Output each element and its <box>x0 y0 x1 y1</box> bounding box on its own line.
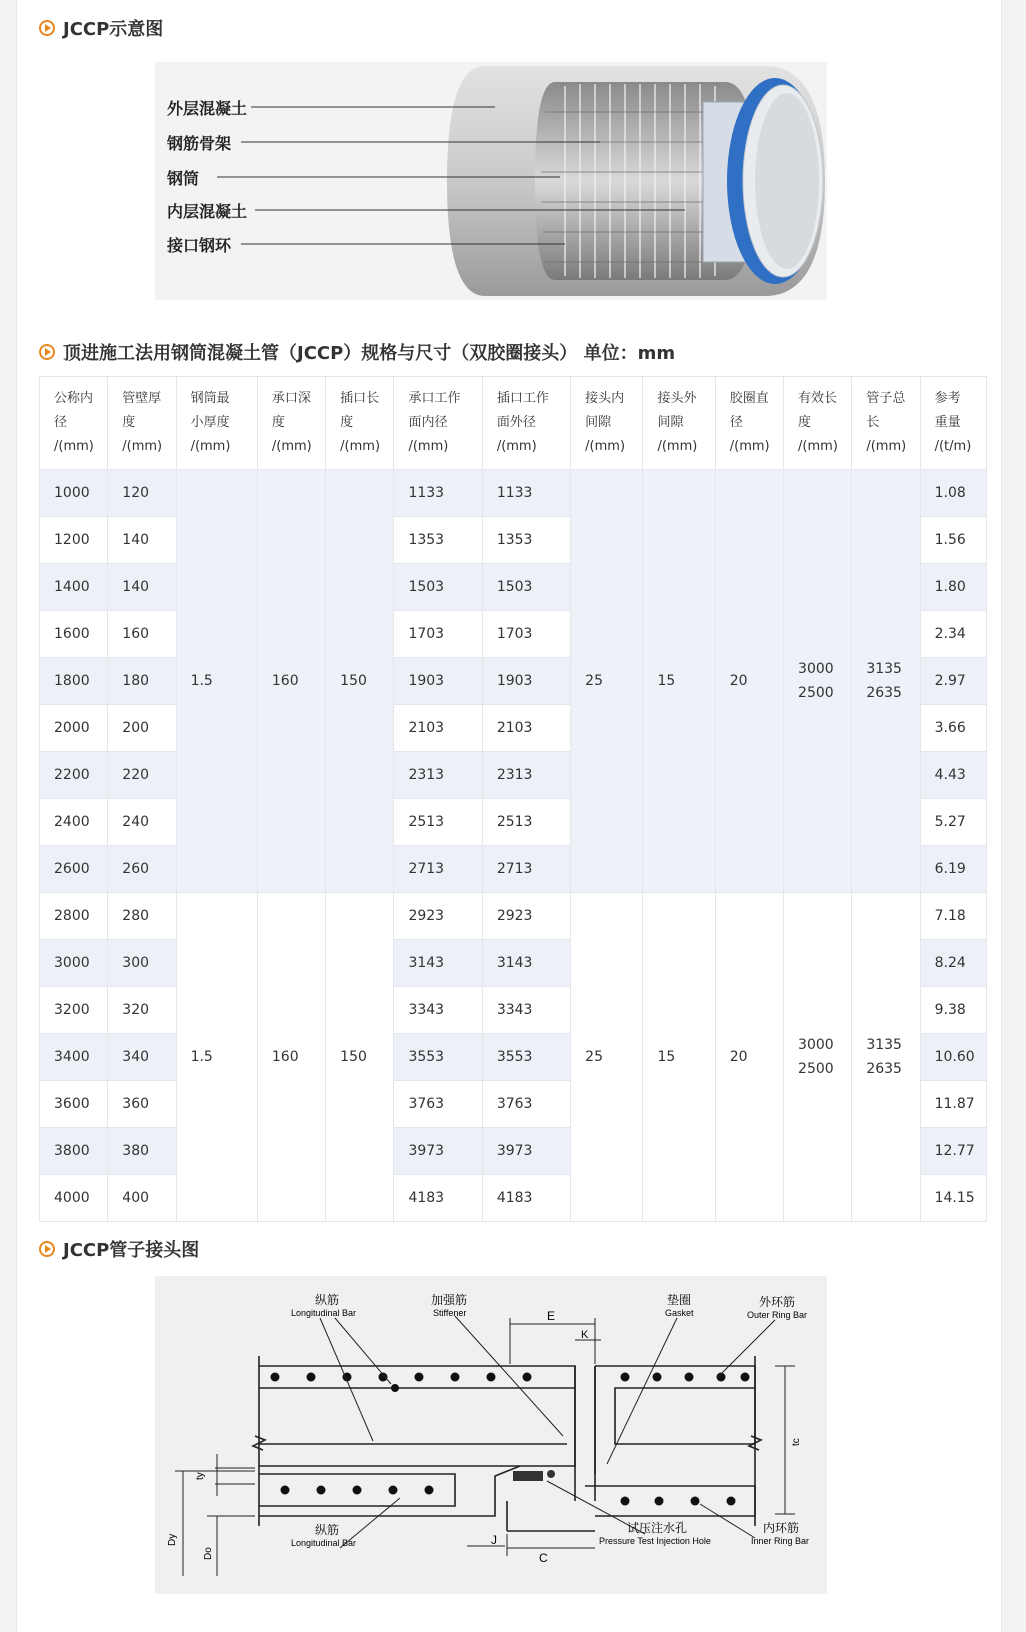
table-cell: 5.27 <box>920 799 986 846</box>
table-cell: 20 <box>715 893 783 1222</box>
table-cell: 15 <box>643 470 715 893</box>
table-cell: 3400 <box>40 1034 108 1081</box>
table-cell: 2200 <box>40 752 108 799</box>
table-cell: 1.56 <box>920 517 986 564</box>
dim-ty: ty <box>195 1472 206 1480</box>
header-line: 径 <box>729 415 743 430</box>
table-cell: 2923 <box>482 893 570 940</box>
header-line: 度 <box>122 415 136 430</box>
header-line: 承口工作 <box>408 391 461 406</box>
table-cell: 3143 <box>394 940 482 987</box>
table-cell: 160 <box>108 611 176 658</box>
table-cell: 3343 <box>482 987 570 1034</box>
dim-j: J <box>491 1533 497 1547</box>
cell-line: 2500 <box>798 685 834 701</box>
header-line: 钢筒最 <box>190 391 230 406</box>
header-line: /(mm) <box>408 439 449 454</box>
table-cell: 3200 <box>40 987 108 1034</box>
table-header-cell <box>482 377 570 470</box>
cell-line: 3135 <box>866 661 902 677</box>
table-cell <box>784 893 852 1222</box>
header-line: 胶圈直 <box>729 391 769 406</box>
table-header-cell <box>176 377 257 470</box>
header-line: 接头内 <box>585 391 625 406</box>
table-cell: 400 <box>108 1175 176 1222</box>
header-line: 重量 <box>934 415 961 430</box>
table-cell: 160 <box>257 470 325 893</box>
section-title-text: 顶进施工法用钢筒混凝土管（JCCP）规格与尺寸（双胶圈接头） 单位：mm <box>63 343 676 364</box>
table-cell: 1353 <box>394 517 482 564</box>
label-injection-en: Pressure Test Injection Hole <box>599 1536 711 1546</box>
header-line: 径 <box>54 415 68 430</box>
header-line: /(mm) <box>866 439 907 454</box>
table-cell: 1600 <box>40 611 108 658</box>
table-cell: 280 <box>108 893 176 940</box>
label-longitudinal-bottom-en: Longitudinal Bar <box>291 1538 357 1548</box>
header-line: 承口深 <box>271 391 311 406</box>
header-line: /(mm) <box>585 439 626 454</box>
dim-do: Do <box>203 1547 214 1560</box>
section-title-schematic <box>39 14 163 42</box>
section-title-joint <box>39 1235 199 1263</box>
table-cell: 3553 <box>482 1034 570 1081</box>
label-outer-ring-en: Outer Ring Bar <box>747 1310 808 1320</box>
joint-drawing <box>155 1276 827 1594</box>
header-line: /(mm) <box>271 439 312 454</box>
table-cell: 2313 <box>482 752 570 799</box>
table-cell: 3973 <box>394 1128 482 1175</box>
table-header-cell <box>326 377 394 470</box>
label-outer-ring-cn: 外环筋 <box>759 1295 796 1309</box>
table-cell: 4183 <box>394 1175 482 1222</box>
spec-table <box>39 376 987 1222</box>
table-cell: 2800 <box>40 893 108 940</box>
section-title-text: JCCP示意图 <box>63 19 164 40</box>
label-longitudinal-en: Longitudinal Bar <box>291 1308 357 1318</box>
header-line: /(mm) <box>122 439 163 454</box>
table-cell: 380 <box>108 1128 176 1175</box>
header-line: 度 <box>798 415 812 430</box>
label-gasket-cn: 垫圈 <box>667 1293 692 1307</box>
cell-line: 2500 <box>798 1061 834 1077</box>
table-cell: 2000 <box>40 705 108 752</box>
table-cell: 3343 <box>394 987 482 1034</box>
table-header-cell <box>571 377 643 470</box>
cell-line: 2635 <box>866 1061 902 1077</box>
table-cell: 8.24 <box>920 940 986 987</box>
table-cell: 4000 <box>40 1175 108 1222</box>
label-stiffener-en: Stiffener <box>433 1308 467 1318</box>
table-cell: 2103 <box>394 705 482 752</box>
table-cell: 1133 <box>482 470 570 517</box>
table-cell: 3.66 <box>920 705 986 752</box>
header-line: 参考 <box>934 391 961 406</box>
table-header-cell <box>643 377 715 470</box>
table-cell: 1.80 <box>920 564 986 611</box>
table-cell: 2103 <box>482 705 570 752</box>
table-cell: 180 <box>108 658 176 705</box>
header-line: 管子总 <box>866 391 906 406</box>
label-gasket-en: Gasket <box>665 1308 694 1318</box>
table-cell: 3800 <box>40 1128 108 1175</box>
table-cell: 20 <box>715 470 783 893</box>
table-cell: 2713 <box>394 846 482 893</box>
header-line: 接头外 <box>657 391 697 406</box>
table-header-row <box>40 377 987 470</box>
dim-e: E <box>547 1309 556 1323</box>
section-title-text: JCCP管子接头图 <box>63 1240 200 1261</box>
table-cell: 12.77 <box>920 1128 986 1175</box>
table-row <box>40 893 987 940</box>
table-cell: 3143 <box>482 940 570 987</box>
table-cell <box>852 893 920 1222</box>
table-header-cell <box>715 377 783 470</box>
arrow-circle-icon <box>39 344 55 360</box>
table-cell: 1000 <box>40 470 108 517</box>
table-header-cell <box>920 377 986 470</box>
table-cell: 1903 <box>482 658 570 705</box>
table-cell: 3600 <box>40 1081 108 1128</box>
label-inner-ring-en: Inner Ring Bar <box>751 1536 810 1546</box>
cell-line: 3000 <box>798 1037 834 1053</box>
table-header-cell <box>108 377 176 470</box>
table-cell: 7.18 <box>920 893 986 940</box>
table-cell: 360 <box>108 1081 176 1128</box>
header-line: 度 <box>340 415 354 430</box>
table-cell: 3973 <box>482 1128 570 1175</box>
header-line: /(mm) <box>729 439 770 454</box>
label-inner-ring-cn: 内环筋 <box>763 1521 800 1535</box>
cell-line: 3000 <box>798 661 834 677</box>
table-cell: 200 <box>108 705 176 752</box>
table-cell: 1.5 <box>176 470 257 893</box>
dim-c: C <box>539 1551 548 1565</box>
header-line: 面外径 <box>496 415 536 430</box>
table-header-cell <box>852 377 920 470</box>
label-steel-cage: 钢筋骨架 <box>167 134 232 153</box>
header-line: /(mm) <box>340 439 381 454</box>
joint-diagram-figure <box>155 1276 827 1594</box>
header-line: /(mm) <box>496 439 537 454</box>
table-cell: 15 <box>643 893 715 1222</box>
table-cell: 150 <box>326 470 394 893</box>
header-line: 面内径 <box>408 415 448 430</box>
table-cell: 1703 <box>394 611 482 658</box>
label-steel-cylinder: 钢筒 <box>167 169 200 188</box>
table-cell: 1503 <box>394 564 482 611</box>
table-cell: 2513 <box>394 799 482 846</box>
dim-k: K <box>581 1329 589 1341</box>
table-cell: 3763 <box>394 1081 482 1128</box>
table-cell: 1503 <box>482 564 570 611</box>
header-line: 公称内 <box>54 391 94 406</box>
table-cell: 1133 <box>394 470 482 517</box>
table-cell: 2513 <box>482 799 570 846</box>
header-line: /(mm) <box>54 439 94 454</box>
label-stiffener-cn: 加强筋 <box>431 1293 468 1307</box>
table-header-cell <box>784 377 852 470</box>
arrow-circle-icon <box>39 20 55 36</box>
table-cell: 140 <box>108 564 176 611</box>
header-line: /(mm) <box>657 439 698 454</box>
table-cell: 2923 <box>394 893 482 940</box>
table-cell: 2.34 <box>920 611 986 658</box>
label-joint-ring: 接口钢环 <box>167 236 232 255</box>
cell-line: 3135 <box>866 1037 902 1053</box>
table-cell: 1353 <box>482 517 570 564</box>
table-row <box>40 470 987 517</box>
header-line: /(t/m) <box>934 439 972 454</box>
table-cell: 10.60 <box>920 1034 986 1081</box>
header-line: 间隙 <box>657 415 684 430</box>
table-cell: 3000 <box>40 940 108 987</box>
table-cell: 1.08 <box>920 470 986 517</box>
arrow-circle-icon <box>39 1241 55 1257</box>
header-line: /(mm) <box>190 439 231 454</box>
table-cell: 25 <box>571 470 643 893</box>
table-cell: 1200 <box>40 517 108 564</box>
table-header-cell <box>257 377 325 470</box>
table-cell: 340 <box>108 1034 176 1081</box>
table-header-cell <box>394 377 482 470</box>
table-cell: 260 <box>108 846 176 893</box>
table-cell: 160 <box>257 893 325 1222</box>
table-cell: 4.43 <box>920 752 986 799</box>
table-cell: 11.87 <box>920 1081 986 1128</box>
table-cell: 2400 <box>40 799 108 846</box>
label-longitudinal-cn: 纵筋 <box>315 1293 340 1307</box>
cell-line: 2635 <box>866 685 902 701</box>
header-line: 插口长 <box>340 391 380 406</box>
section-title-spec <box>39 338 675 366</box>
table-cell: 9.38 <box>920 987 986 1034</box>
table-cell <box>852 470 920 893</box>
table-cell: 240 <box>108 799 176 846</box>
table-cell: 3553 <box>394 1034 482 1081</box>
table-cell: 220 <box>108 752 176 799</box>
table-cell: 1400 <box>40 564 108 611</box>
label-inner-concrete: 内层混凝土 <box>167 202 248 221</box>
table-cell: 6.19 <box>920 846 986 893</box>
table-cell: 1703 <box>482 611 570 658</box>
header-line: 长 <box>866 415 880 430</box>
label-longitudinal-bottom-cn: 纵筋 <box>315 1523 340 1537</box>
table-cell: 150 <box>326 893 394 1222</box>
label-outer-concrete: 外层混凝土 <box>167 99 248 118</box>
pipe-illustration <box>155 62 827 300</box>
table-cell: 1800 <box>40 658 108 705</box>
table-cell: 4183 <box>482 1175 570 1222</box>
content-panel <box>16 0 1002 1632</box>
header-line: 有效长 <box>798 391 838 406</box>
table-cell: 2713 <box>482 846 570 893</box>
table-cell: 2600 <box>40 846 108 893</box>
header-line: 插口工作 <box>496 391 549 406</box>
table-cell: 3763 <box>482 1081 570 1128</box>
table-cell <box>784 470 852 893</box>
table-cell: 2.97 <box>920 658 986 705</box>
label-injection-cn: 试压注水孔 <box>627 1521 688 1535</box>
header-line: 间隙 <box>585 415 612 430</box>
header-line: /(mm) <box>798 439 838 454</box>
table-header-cell <box>40 377 108 470</box>
table-cell: 140 <box>108 517 176 564</box>
table-cell: 2313 <box>394 752 482 799</box>
header-line: 度 <box>271 415 285 430</box>
table-cell: 14.15 <box>920 1175 986 1222</box>
header-line: 管壁厚 <box>122 391 162 406</box>
table-cell: 25 <box>571 893 643 1222</box>
table-cell: 1903 <box>394 658 482 705</box>
table-cell: 1.5 <box>176 893 257 1222</box>
table-cell: 300 <box>108 940 176 987</box>
pipe-schematic-figure <box>155 62 827 300</box>
header-line: 小厚度 <box>190 415 230 430</box>
dim-tc: tc <box>791 1438 802 1446</box>
dim-dy: Dy <box>167 1533 178 1546</box>
table-cell: 320 <box>108 987 176 1034</box>
table-cell: 120 <box>108 470 176 517</box>
